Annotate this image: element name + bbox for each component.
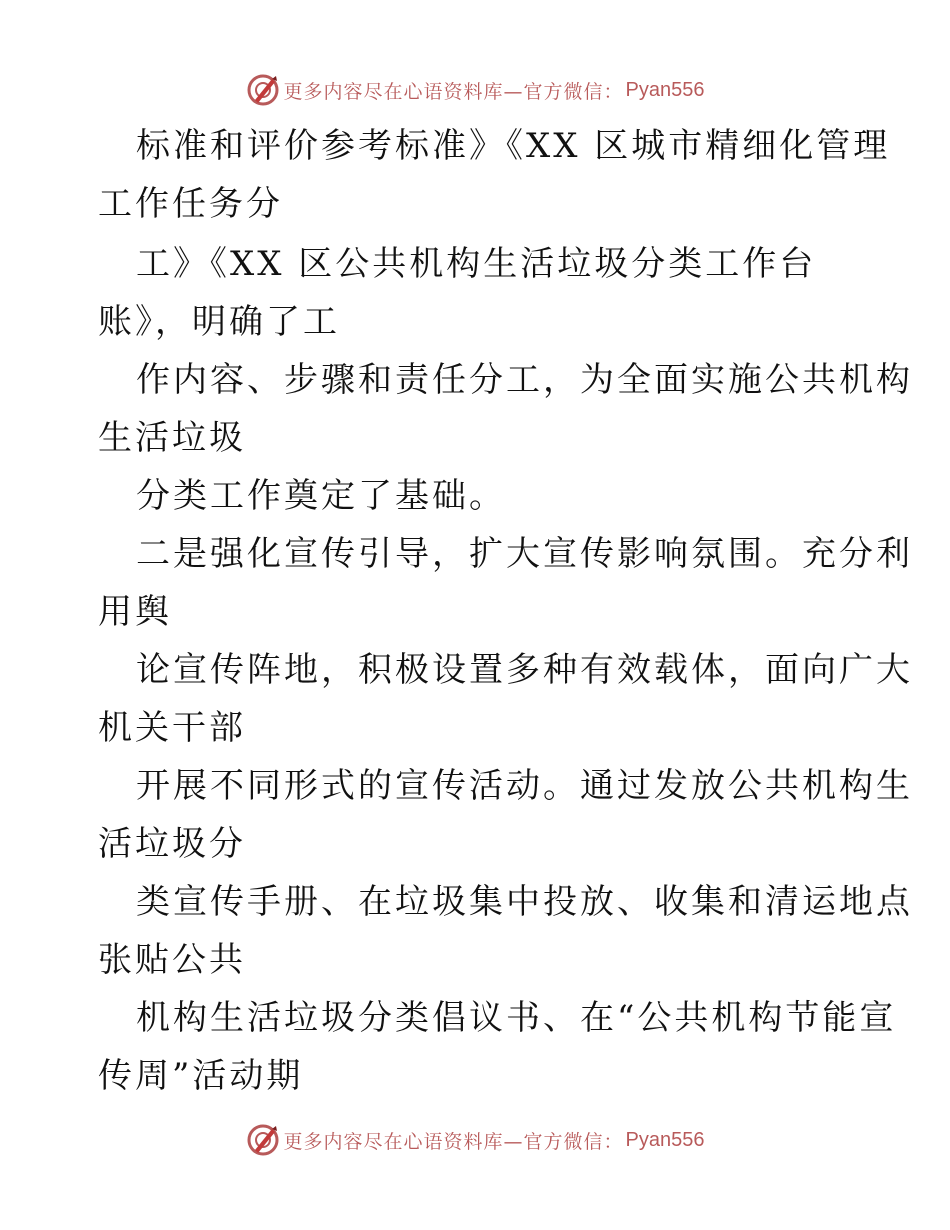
body-line: 活垃圾分 [98, 824, 246, 864]
header-watermark [0, 70, 950, 110]
brand-logo-icon [246, 73, 280, 107]
body-line: 工》《XX 区公共机构生活垃圾分类工作台 [136, 244, 817, 284]
body-line: 工作任务分 [98, 184, 283, 224]
brand-logo-icon [246, 1123, 280, 1157]
body-line: 分类工作奠定了基础。 [136, 476, 506, 516]
body-line: 生活垃圾 [98, 418, 246, 458]
watermark-wechat-id: Pyan556 [625, 1128, 705, 1151]
body-line: 传周”活动期 [98, 1056, 304, 1096]
watermark-wechat-id: Pyan556 [625, 78, 705, 101]
body-line: 作内容、步骤和责任分工，为全面实施公共机构 [136, 360, 913, 400]
footer-watermark [0, 1120, 950, 1160]
body-line: 张贴公共 [98, 940, 246, 980]
watermark-text: 更多内容尽在心语资料库—官方微信： [283, 80, 624, 103]
body-line: 论宣传阵地，积极设置多种有效载体，面向广大 [136, 650, 913, 690]
body-line: 标准和评价参考标准》《XX 区城市精细化管理 [136, 126, 891, 166]
body-line: 二是强化宣传引导，扩大宣传影响氛围。充分利 [136, 534, 913, 574]
body-line: 机构生活垃圾分类倡议书、在“公共机构节能宣 [136, 998, 897, 1038]
body-line: 开展不同形式的宣传活动。通过发放公共机构生 [136, 766, 913, 806]
body-line: 类宣传手册、在垃圾集中投放、收集和清运地点 [136, 882, 913, 922]
body-line: 用舆 [98, 592, 172, 632]
body-line: 机关干部 [98, 708, 246, 748]
watermark-text: 更多内容尽在心语资料库—官方微信： [283, 1130, 624, 1153]
body-line: 账》，明确了工 [98, 302, 340, 342]
